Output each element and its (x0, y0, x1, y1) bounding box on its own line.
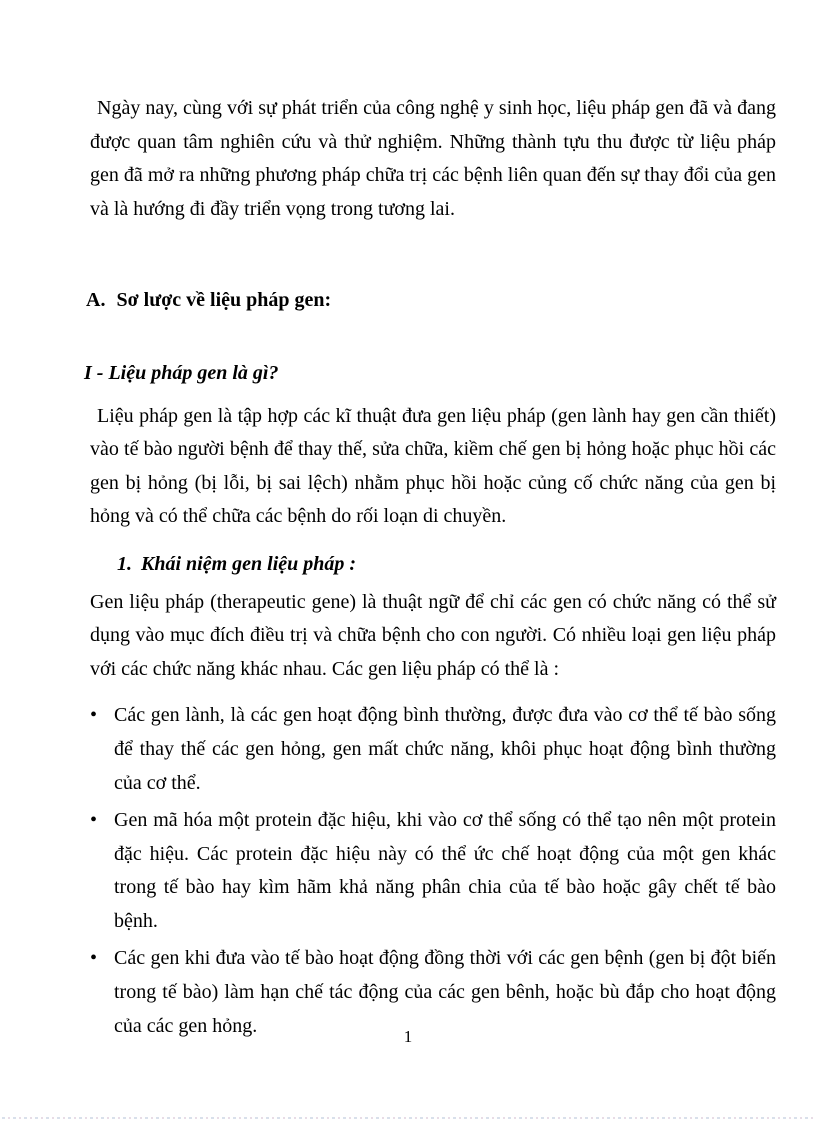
document-content (84, 92, 776, 1043)
section-a-number: A. (86, 289, 106, 312)
therapeutic-gene-paragraph: Gen liệu pháp (therapeutic gene) là thuật ngữ để chỉ các gen có chức năng có thể sử dụng vào mục đích điều trị và chữa bệnh cho con người. Có nhiều loại gen liệu pháp với các chức năng khác nhau. Các gen liệu pháp có thể là : (90, 590, 776, 680)
bullet-icon: • (90, 809, 98, 832)
list-item (90, 804, 776, 938)
bullet-icon: • (90, 704, 98, 727)
list-item (90, 699, 776, 800)
subsection-1-title: Khái niệm gen liệu pháp : (141, 552, 357, 575)
gene-types-list (90, 699, 776, 1043)
list-item-text: Các gen lành, là các gen hoạt động bình thường, được đưa vào cơ thể tế bào sống để thay thế các gen hỏng, gen mất chức năng, khôi phục hoạt động bình thường của cơ thể. (114, 704, 776, 794)
page-boundary-dotted-line (2, 1117, 814, 1119)
section-a-title: Sơ lược về liệu pháp gen: (116, 289, 332, 312)
list-item-text: Gen mã hóa một protein đặc hiệu, khi vào cơ thể sống có thể tạo nên một protein đặc hiệu. Các protein đặc hiệu này có thể ức chế hoạt động của một gen khác trong tế bào hay kìm hãm khả năng phân chia của tế bào hoặc gây chết tế bào bệnh. (114, 809, 776, 932)
subsection-1-heading (117, 548, 776, 582)
definition-paragraph: Liệu pháp gen là tập hợp các kĩ thuật đưa gen liệu pháp (gen lành hay gen cần thiết) vào tế bào người bệnh để thay thế, sửa chữa, kiềm chế gen bị hỏng hoặc phục hồi các gen bị hỏng (bị lỗi, bị sai lệch) nhằm phục hồi hoặc củng cố chức năng của gen bị hỏng và có thể chữa các bệnh do rối loạn di chuyền. (90, 404, 776, 528)
subsection-1-number: 1. (117, 552, 132, 575)
list-item-text: Các gen khi đưa vào tế bào hoạt động đồng thời với các gen bệnh (gen bị đột biến trong tế bào) làm hạn chế tác động của các gen bênh, hoặc bù đắp cho hoạt động của các gen hỏng. (114, 947, 776, 1037)
bullet-icon: • (90, 947, 98, 970)
section-i-heading: I - Liệu pháp gen là gì? (84, 361, 279, 384)
intro-paragraph: Ngày nay, cùng với sự phát triển của công nghệ y sinh học, liệu pháp gen đã và đang được quan tâm nghiên cứu và thử nghiệm. Những thành tựu thu được từ liệu pháp gen đã mở ra những phương pháp chữa trị các bệnh liên quan đến sự thay đổi của gen và là hướng đi đầy triển vọng trong tương lai. (90, 97, 776, 220)
section-a-heading (86, 284, 776, 318)
page-number: 1 (403, 1027, 413, 1046)
